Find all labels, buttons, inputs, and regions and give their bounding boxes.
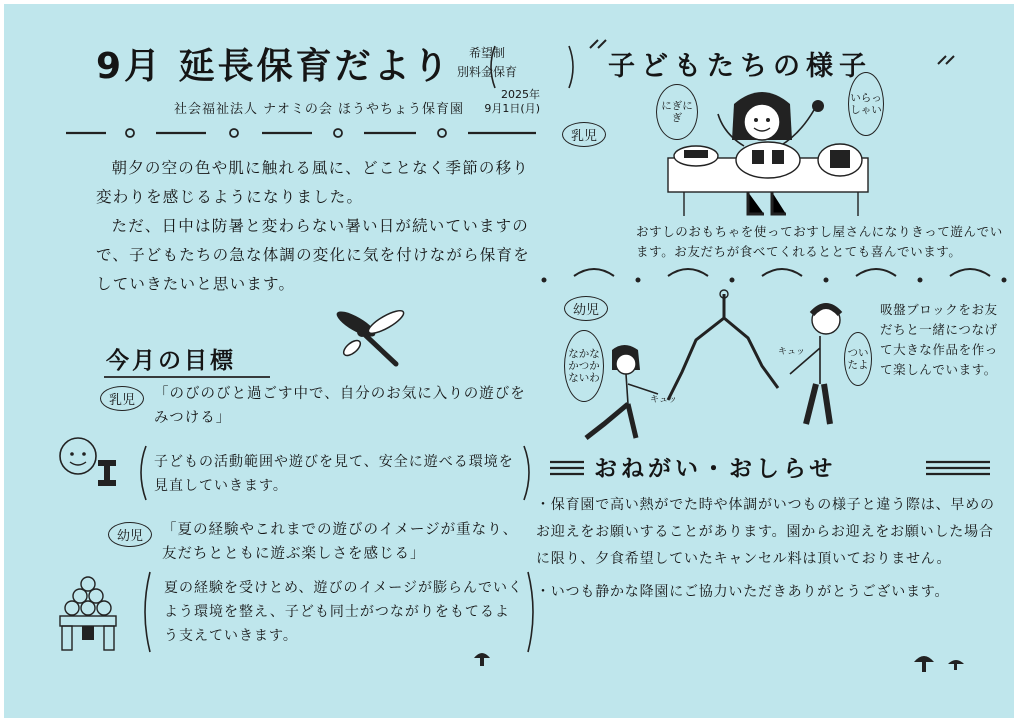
sushi-shop-illustration (668, 84, 888, 224)
children-pyramid-icon (54, 574, 124, 654)
page-title: 9月 延長保育だより (96, 46, 452, 87)
goals-heading: 今月の目標 (106, 348, 236, 374)
suction-block-illustration (584, 288, 844, 448)
badge-line-1: 希望制 (468, 46, 505, 60)
speech-bubble-irasshai: いらっしゃい (848, 72, 884, 136)
issue-date (480, 88, 540, 116)
toddler-goal-text: 「夏の経験やこれまでの遊びのイメージが重なり、友だちとともに遊ぶ楽しさを感じる」 (162, 522, 519, 562)
infant-goal-text: 「のびのびと過ごす中で、自分のお気に入りの遊びをみつける」 (154, 386, 526, 426)
issue-day: 9月1日(月) (484, 102, 540, 115)
sound-effect-2: キュッ (778, 347, 806, 357)
notice-item-2: ・いつも静かな降園にご協力いただきありがとうございます。 (536, 584, 950, 600)
children-infant-label: 乳児 (562, 122, 606, 147)
sound-effect-1: キュッ (650, 395, 678, 405)
goals-heading-underline (104, 374, 274, 380)
children-section-heading: 子どもたちの様子 (608, 51, 872, 82)
intro-paragraph-1: 朝夕の空の色や肌に触れる風に、どことなく季節の移り変わりを感じるようになりました。 (96, 159, 530, 206)
organization-name: 社会福祉法人 ナオミの会 ほうやちょう保育園 (174, 102, 465, 117)
speech-bubble-tsuitayo: ついたよ (844, 332, 872, 386)
header-divider (66, 126, 536, 140)
children-toddler-label: 幼児 (564, 296, 608, 321)
infant-goal-detail: 子どもの活動範囲や遊びを見て、安全に遊べる環境を見直していきます。 (154, 454, 514, 494)
speech-bubble-nakanaka: なかなかつかないわ (564, 330, 604, 402)
optional-service-badge (442, 44, 532, 90)
mushrooms-icon (912, 650, 972, 674)
notice-body (536, 492, 1006, 606)
infant-goal-label: 乳児 (100, 386, 144, 411)
badge-line-2: 別料金保育 (456, 65, 517, 79)
notice-item-1: ・保育園で高い熱がでた時や体調がいつもの様子と違う際は、早めのお迎えをお願いすることがあります。園からお迎えをお願いした場合に限り、夕食希望していたキャンセル料は頂いておりません。 (536, 497, 995, 567)
smiling-child-icon (56, 432, 126, 502)
notice-heading: おねがい・おしらせ (594, 456, 837, 482)
issue-year: 2025年 (501, 88, 540, 101)
newsletter-page (4, 4, 1014, 718)
toddler-goal-label: 幼児 (108, 522, 152, 547)
intro-text (96, 154, 536, 299)
intro-paragraph-2: ただ、日中は防暑と変わらない暑い日が続いていますので、子どもたちの急な体調の変化に気を付けながら保育をしていきたいと思います。 (96, 217, 530, 293)
infant-scene-caption: おすしのおもちゃを使っておすし屋さんになりきって遊んでいます。お友だちが食べてくれるととても喜んでいます。 (636, 224, 1003, 259)
badge-brackets (487, 44, 577, 90)
mushroom-icon (472, 648, 492, 670)
toddler-goal-detail: 夏の経験を受けとめ、遊びのイメージが膨らんでいくよう環境を整え、子ども同士がつながりをもてるよう支えていきます。 (164, 580, 524, 644)
toddler-scene-caption: 吸盤ブロックをお友だちと一緒につなげて大きな作品を作って楽しんでいます。 (880, 302, 998, 377)
speech-bubble-nigi: にぎにぎ (656, 84, 698, 140)
dragonfly-illustration (332, 306, 412, 376)
